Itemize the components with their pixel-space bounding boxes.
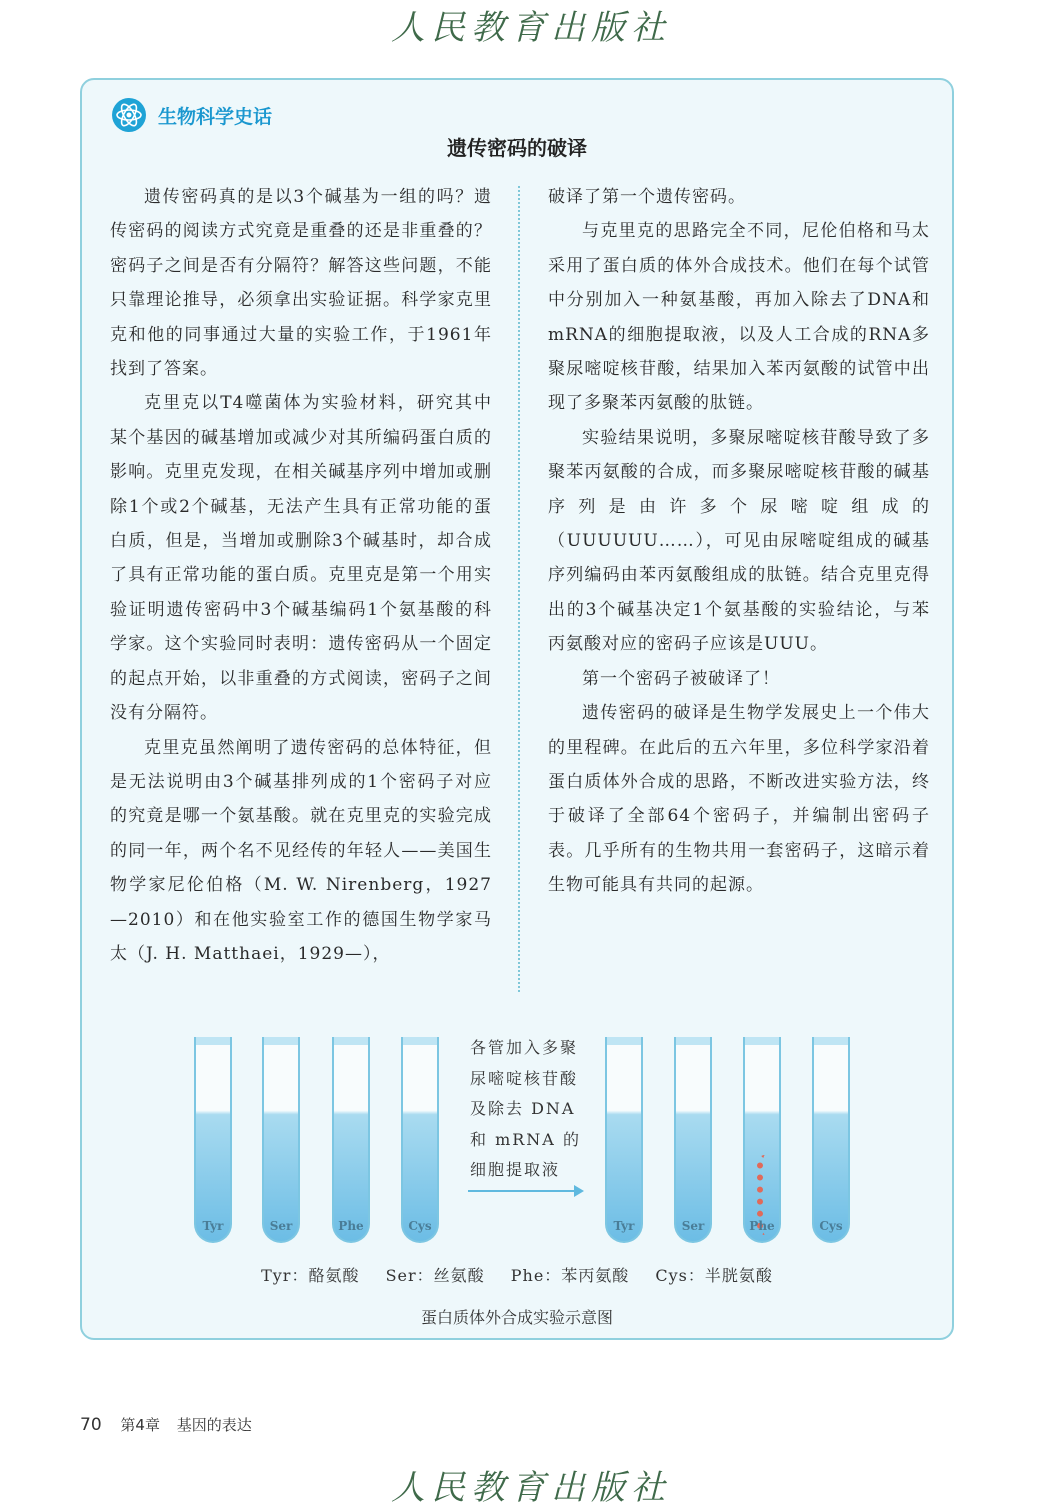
paragraph: 第一个密码子被破译了！: [582, 668, 780, 689]
arrow-text-line: 和 mRNA 的: [470, 1129, 581, 1149]
atom-icon: [112, 98, 146, 132]
publisher-footer: 人民教育出版社: [391, 1468, 671, 1508]
paragraph: 破译了第一个遗传密码。: [548, 187, 746, 207]
right-arrow-icon: [468, 1190, 576, 1192]
section-label: 生物科学史话: [158, 106, 273, 128]
column-divider: [518, 186, 520, 992]
tube-label: Phe: [749, 1219, 775, 1233]
history-box: [80, 78, 954, 1340]
paragraph: 实验结果说明，多聚尿嘧啶核苷酸导致了多聚苯丙氨酸的合成，而多聚尿嘧啶核苷酸的碱基序列是由许多个尿嘧啶组成的（UUUUUU……），可见由尿嘧啶组成的碱基序列编码由苯丙氨酸组成的肽链。结合克里克得出的3个碱基决定1个氨基酸的实验结论，与苯丙氨酸对应的密码子应该是UUU。: [548, 427, 930, 655]
figure-legend: [82, 1263, 952, 1286]
legend-item: Phe：苯丙氨酸: [510, 1266, 630, 1285]
tube-label: Tyr: [202, 1219, 224, 1233]
legend-item: Cys：半胱氨酸: [655, 1266, 773, 1285]
test-tube: [401, 1037, 439, 1243]
tube-label: Phe: [338, 1219, 364, 1233]
page-footer: [80, 1414, 252, 1435]
paragraph: 与克里克的思路完全不同，尼伦伯格和马太采用了蛋白质的体外合成技术。他们在每个试管中分别加入一种氨基酸，再加入除去了DNA和mRNA的细胞提取液，以及人工合成的RNA多聚尿嘧啶核苷酸，结果加入苯丙氨酸的试管中出现了多聚苯丙氨酸的肽链。: [548, 221, 930, 414]
arrow-text-line: 各管加入多聚: [470, 1038, 579, 1057]
paragraph: 遗传密码的破译是生物学发展史上一个伟大的里程碑。在此后的五六年里，多位科学家沿着蛋白质体外合成的思路，不断改进实验方法，终于破译了全部64个密码子，并编制出密码子表。几乎所有的生物共用一套密码子，这暗示着生物可能具有共同的起源。: [548, 703, 930, 896]
arrow-text-line: 尿嘧啶核苷酸: [470, 1068, 579, 1088]
test-tube: [674, 1037, 712, 1243]
paragraph: 遗传密码真的是以3个碱基为一组的吗？遗传密码的阅读方式究竟是重叠的还是非重叠的？密码子之间是否有分隔符？解答这些问题，不能只靠理论推导，必须拿出实验证据。科学家克里克和他的同事通过大量的实验工作，于1961年找到了答案。: [110, 187, 492, 380]
arrow-text-line: 细胞提取液: [470, 1160, 561, 1180]
arrow-text-line: 及除去 DNA: [470, 1099, 576, 1119]
chapter-number: 第4章: [120, 1416, 160, 1434]
tube-label: Cys: [819, 1219, 843, 1233]
chapter-title: 基因的表达: [176, 1416, 252, 1434]
legend-item: Ser：丝氨酸: [385, 1266, 485, 1285]
test-tube: [812, 1037, 850, 1243]
experiment-figure: [82, 1025, 952, 1335]
test-tube-with-chain: [743, 1037, 781, 1243]
test-tube: [605, 1037, 643, 1243]
publisher-header: 人民教育出版社: [391, 8, 671, 48]
tube-label: Cys: [408, 1219, 432, 1233]
right-column: [548, 180, 930, 903]
tube-label: Ser: [681, 1219, 705, 1233]
paragraph: 克里克虽然阐明了遗传密码的总体特征，但是无法说明由3个碱基排列成的1个密码子对应的究竟是哪一个氨基酸。就在克里克的实验完成的同一年，两个名不见经传的年轻人——美国生物学家尼伦伯格（M. W. Nirenberg，1927—2010）和在他实验室工作的德国生物学家马太（J. H. Matthaei，1929—），: [110, 737, 492, 964]
left-column: [110, 180, 492, 971]
test-tube: [332, 1037, 370, 1243]
test-tube: [262, 1037, 300, 1243]
paragraph: 克里克以T4噬菌体为实验材料，研究其中某个基因的碱基增加或减少对其所编码蛋白质的影响。克里克发现，在相关碱基序列中增加或删除1个或2个碱基，无法产生具有正常功能的蛋白质，但是，当增加或删除3个碱基时，却合成了具有正常功能的蛋白质。克里克是第一个用实验证明遗传密码中3个碱基编码1个氨基酸的科学家。这个实验同时表明：遗传密码从一个固定的起点开始，以非重叠的方式阅读，密码子之间没有分隔符。: [110, 393, 492, 724]
article-title: 遗传密码的破译: [447, 136, 587, 160]
page-number: 70: [80, 1415, 102, 1435]
tube-label: Ser: [269, 1219, 293, 1233]
tube-label: Tyr: [613, 1219, 635, 1233]
figure-caption: 蛋白质体外合成实验示意图: [420, 1308, 613, 1327]
legend-item: Tyr：酪氨酸: [261, 1266, 360, 1285]
arrow-description: [470, 1033, 600, 1186]
test-tube: [194, 1037, 232, 1243]
